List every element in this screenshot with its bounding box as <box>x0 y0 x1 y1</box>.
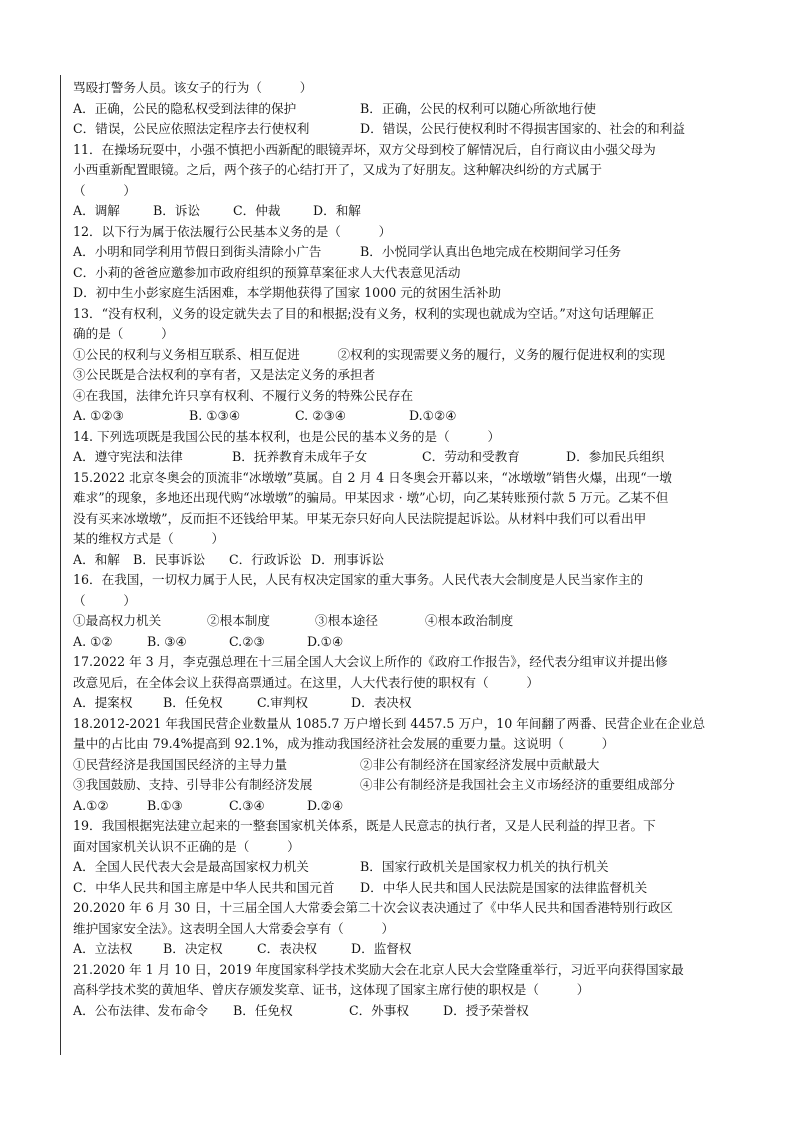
q18-options <box>73 796 733 817</box>
q11-options <box>73 201 733 222</box>
q20-stem-line1: 20.2020 年 6 月 30 日，十三届全国人大常委会第二十次会议表决通过了《中华人民共和国香港特别行政区 <box>73 900 673 915</box>
q18-option-d: D.②④ <box>307 797 344 813</box>
q16-options <box>73 632 733 653</box>
q15-option-c: C．行政诉讼 <box>229 551 302 567</box>
q10-option-b: B．正确，公民的权利可以随心所欲地行使 <box>360 100 596 116</box>
q10-option-c: C．错误，公民应依照法定程序去行使权利 <box>73 121 310 136</box>
q16-statement-4: ④根本政治制度 <box>425 613 514 628</box>
q16-stem-line1: 16．在我国，一切权力属于人民，人民有权决定国家的重大事务。人民代表大会制度是人民当家作主的 <box>73 572 644 587</box>
q11-option-c: C．仲裁 <box>233 203 281 218</box>
q13-option-b: B. ①③④ <box>189 408 241 423</box>
q21-stem-line2: 高科学技术奖的黄旭华、曾庆存颁发奖章、证书，这体现了国家主席行使的职权是（ ） <box>73 982 590 997</box>
q17-option-a: A．提案权 <box>73 695 133 710</box>
q11-option-a: A．调解 <box>73 203 120 218</box>
q14-option-a: A．遵守宪法和法律 <box>73 449 183 464</box>
q13-statement-4: ④在我国，法律允许只享有权利、不履行义务的特殊公民存在 <box>73 387 414 403</box>
q11-stem-line3: （ ） <box>73 182 136 198</box>
exam-page <box>73 78 733 1021</box>
q10-stem-end: 骂殴打警务人员。该女子的行为（ ） <box>73 80 313 95</box>
q13-option-d: D.①②④ <box>409 408 457 423</box>
q13-option-a: A. ①②③ <box>73 408 124 423</box>
q13-stem-line1: 13．“没有权利，义务的设定就失去了目的和根据;没有义务，权利的实现也就成为空话。”对这句话理解正 <box>73 305 654 321</box>
q15-stem-line2: 难求”的现象，多地还出现代购“冰墩墩”的骗局。甲某因求 · 墩”心切，向乙某转账预付款 5 万元。乙某不但 <box>73 490 669 505</box>
q18-statement-4: ④非公有制经济是我国社会主义市场经济的重要组成部分 <box>360 777 675 792</box>
q20-option-a: A．立法权 <box>73 941 133 956</box>
q13-statements-12: ①公民的权利与义务相互联系、相互促进 ②权利的实现需要义务的履行，义务的履行促进权利的实现 <box>73 346 665 362</box>
q20-option-c: C．表决权 <box>257 941 318 956</box>
q18-statement-2: ②非公有制经济在国家经济发展中贡献最大 <box>360 756 600 772</box>
q19-option-b: B．国家行政机关是国家权力机关的执行机关 <box>360 859 609 874</box>
q11-option-b: B．诉讼 <box>153 203 201 218</box>
q20-option-d: D．监督权 <box>351 941 412 956</box>
q16-option-a: A. ①② <box>73 633 113 649</box>
q20-option-b: B．决定权 <box>163 941 223 956</box>
q12-option-b: B．小悦同学认真出色地完成在校期间学习任务 <box>360 244 622 259</box>
q19-option-c: C．中华人民共和国主席是中华人民共和国元首 <box>73 879 335 895</box>
q16-statement-1: ①最高权力机关 <box>73 613 162 628</box>
q17-option-d: D．表决权 <box>351 695 412 710</box>
q11-option-d: D．和解 <box>313 203 361 218</box>
q10-option-a: A．正确，公民的隐私权受到法律的保护 <box>73 100 297 116</box>
q17-option-c: C.审判权 <box>257 695 308 710</box>
q21-option-d: D．授予荣誉权 <box>443 1002 529 1018</box>
q16-statement-2: ②根本制度 <box>207 613 270 628</box>
q10-options-row1 <box>73 99 733 120</box>
q15-option-a: A．和解 <box>73 551 120 567</box>
q19-stem-line1: 19．我国根据宪法建立起来的一整套国家机关体系，既是人民意志的执行者，又是人民利益的捍卫者。下 <box>73 818 656 833</box>
q12-stem: 12．以下行为属于依法履行公民基本义务的是（ ） <box>73 223 392 239</box>
q12-options-row1 <box>73 242 733 263</box>
q15-option-b: B．民事诉讼 <box>133 551 206 567</box>
q16-statements <box>73 611 733 632</box>
q19-stem-line2: 面对国家机关认识不正确的是（ ） <box>73 838 300 854</box>
q18-statements-row2 <box>73 775 733 796</box>
q21-option-a: A．公布法律、发布命令 <box>73 1002 209 1018</box>
q18-option-c: C.③④ <box>229 797 265 813</box>
q14-options <box>73 447 733 468</box>
q16-option-c: C.②③ <box>229 633 265 649</box>
q19-options-row2 <box>73 878 733 899</box>
q18-option-a: A.①② <box>73 797 109 813</box>
q17-stem-line1: 17.2022 年 3 月，李克强总理在十三届全国人大会议上所作的《政府工作报告》，经代表分组审议并提出修 <box>73 654 668 669</box>
q12-option-c: C．小莉的爸爸应邀参加市政府组织的预算草案征求人大代表意见活动 <box>73 264 461 280</box>
q15-stem-line1: 15.2022 北京冬奥会的顶流非“冰墩墩”莫属。自 2 月 4 日冬奥会开幕以来，“冰墩墩”销售火爆，出现“一墩 <box>73 469 672 485</box>
q14-stem: 14. 下列选项既是我国公民的基本权利，也是公民的基本义务的是（ ） <box>73 428 501 444</box>
q20-options <box>73 939 733 960</box>
q18-statement-3: ③我国鼓励、支持、引导非公有制经济发展 <box>73 777 313 792</box>
q19-options-row1 <box>73 857 733 878</box>
q17-stem-line2: 改意见后，在全体会议上获得高票通过。在这里，人大代表行使的职权有（ ） <box>73 674 539 690</box>
q13-option-c: C. ②③④ <box>295 408 347 423</box>
q16-option-d: D.①④ <box>307 633 344 649</box>
q19-option-a: A．全国人民代表大会是最高国家权力机关 <box>73 859 309 874</box>
q14-option-b: B．抚养教育未成年子女 <box>232 449 368 464</box>
q21-options <box>73 1001 733 1022</box>
q18-stem-line2: 量中的占比由 79.4%提高到 92.1%，成为推动我国经济社会发展的重要力量。这说明（ ） <box>73 736 615 751</box>
q16-stem-line2: （ ） <box>73 592 136 608</box>
q21-option-c: C．外事权 <box>349 1002 410 1018</box>
q16-option-b: B. ③④ <box>147 633 187 649</box>
q13-options <box>73 406 733 427</box>
q18-statement-1: ①民营经济是我国国民经济的主导力量 <box>73 756 288 772</box>
q10-option-d: D．错误，公民行使权利时不得损害国家的、社会的和利益 <box>360 121 685 136</box>
q21-option-b: B．任免权 <box>233 1002 293 1018</box>
q21-stem-line1: 21.2020 年 1 月 10 日，2019 年度国家科学技术奖励大会在北京人民大会堂隆重举行，习近平向获得国家最 <box>73 961 684 977</box>
q13-stem-line2: 确的是（ ） <box>73 326 174 341</box>
q17-option-b: B．任免权 <box>163 695 223 710</box>
q14-option-d: D．参加民兵组织 <box>566 449 665 464</box>
q12-option-d: D．初中生小彭家庭生活困难，本学期他获得了国家 1000 元的贫困生活补助 <box>73 285 501 300</box>
q15-stem-line4: 某的维权方式是（ ） <box>73 531 225 546</box>
q17-options <box>73 693 733 714</box>
q15-options <box>73 550 733 571</box>
q11-stem-line1: 11．在操场玩耍中，小强不慎把小西新配的眼镜弄坏，双方父母到校了解情况后，自行商议由小强父母为 <box>73 141 656 157</box>
q11-stem-line2: 小西重新配置眼镜。之后，两个孩子的心结打开了，又成为了好朋友。这种解决纠纷的方式属于 <box>73 162 602 177</box>
q14-option-c: C．劳动和受教育 <box>422 449 520 464</box>
q18-stem-line1: 18.2012-2021 年我国民营企业数量从 1085.7 万户增长到 4457.5 万户，10 年间翻了两番、民营企业在企业总 <box>73 715 706 731</box>
q18-statements-row1 <box>73 755 733 776</box>
q15-stem-line3: 没有买来冰墩墩”，反而拒不还钱给甲某。甲某无奈只好向人民法院提起诉讼。从材料中我们可以看出甲 <box>73 510 647 526</box>
q20-stem-line2: 维护国家安全法》。这表明全国人大常委会享有（ ） <box>73 920 395 936</box>
q15-option-d: D．刑事诉讼 <box>311 551 385 567</box>
q10-options-row2 <box>73 119 733 140</box>
q12-option-a: A．小明和同学利用节假日到街头清除小广告 <box>73 244 322 259</box>
q16-statement-3: ③根本途径 <box>315 613 378 628</box>
q19-option-d: D．中华人民共和国人民法院是国家的法律监督机关 <box>360 879 648 895</box>
q13-statement-3: ③公民既是合法权利的享有者，又是法定义务的承担者 <box>73 367 376 382</box>
q18-option-b: B.①③ <box>147 797 183 813</box>
binding-margin-line <box>60 75 61 1055</box>
